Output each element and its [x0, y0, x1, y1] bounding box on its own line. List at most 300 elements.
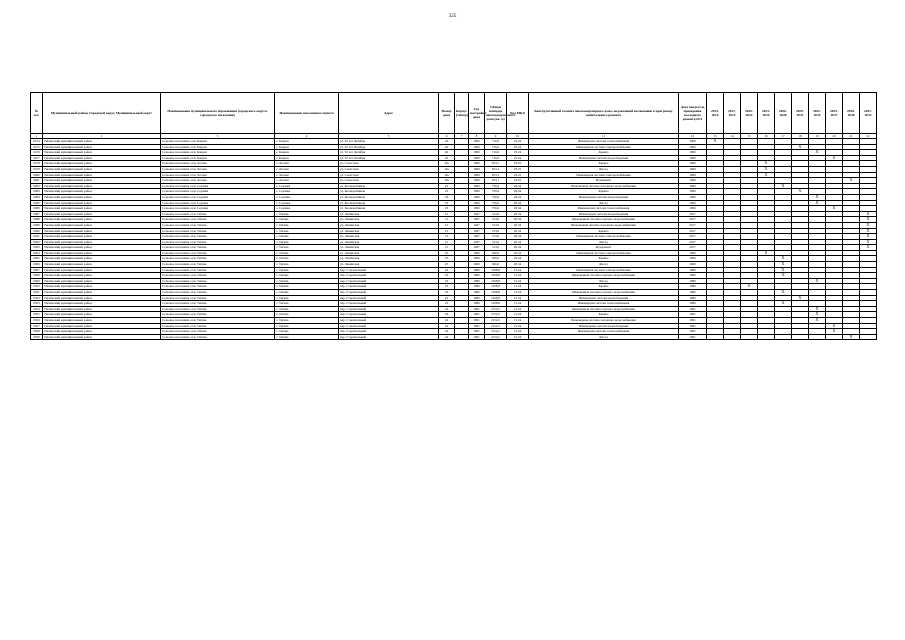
table-cell: ул. Советская: [339, 178, 439, 184]
table-cell: с. Тигиль: [275, 228, 339, 234]
table-cell: 15: [439, 222, 455, 228]
table-cell: Инженерная система теплоснабжения: [529, 329, 679, 335]
table-cell: Сельское поселение село Тигиль: [161, 323, 275, 329]
table-cell: 25.24: [507, 150, 529, 156]
table-cell: 366,0: [485, 256, 507, 262]
table-cell: с. Тигиль: [275, 318, 339, 324]
table-cell: пер. Строительный: [339, 334, 439, 340]
table-cell: 653,1: [485, 161, 507, 167]
table-cell: Крыша: [529, 312, 679, 318]
table-cell: Инженерная система холодного водоснабжения: [529, 222, 679, 228]
table-cell: 29.34: [507, 194, 529, 200]
table-cell: [758, 334, 775, 340]
table-cell: 1991: [469, 323, 485, 329]
table-cell: 653,1: [485, 178, 507, 184]
table-cell: X: [860, 239, 877, 245]
table-cell: 0491: [31, 234, 43, 240]
table-cell: 1986: [469, 273, 485, 279]
table-cell: X: [758, 161, 775, 167]
table-cell: 25: [439, 262, 455, 268]
table-cell: Сельское поселение село Тигиль: [161, 256, 275, 262]
column-header: Год постройки дома: [469, 93, 485, 134]
table-cell: 1969: [679, 262, 707, 268]
table-cell: 15.24: [507, 323, 529, 329]
table-cell: 20.34: [507, 245, 529, 251]
table-cell: с. Седанка: [275, 189, 339, 195]
table-cell: ул. 50 лет Октября: [339, 150, 439, 156]
table-cell: 16а: [439, 161, 455, 167]
table-cell: с. Седанка: [275, 183, 339, 189]
table-cell: с. Седанка: [275, 206, 339, 212]
table-cell: 2154,5: [485, 334, 507, 340]
table-cell: Сельское поселение село Седанка: [161, 189, 275, 195]
table-cell: 1999: [469, 172, 485, 178]
table-cell: 20.34: [507, 211, 529, 217]
table-cell: Тигильский муниципальный район: [43, 284, 161, 290]
table-cell: с. Ковран: [275, 155, 339, 161]
table-cell: с. Тигиль: [275, 290, 339, 296]
column-header: Общая площадь многоквартирного дома (кв. м): [485, 93, 507, 134]
table-cell: Инженерная система электроснабжения: [529, 172, 679, 178]
table-cell: Тигильский муниципальный район: [43, 323, 161, 329]
table-cell: Сельское поселение село Лесная: [161, 172, 275, 178]
table-cell: 1990: [679, 144, 707, 150]
table-cell: Сельское поселение село Тигиль: [161, 318, 275, 324]
column-number: 5: [339, 134, 439, 139]
table-cell: 18.25: [507, 161, 529, 167]
column-number: 10: [507, 134, 529, 139]
table-cell: Тигильский муниципальный район: [43, 278, 161, 284]
table-cell: с. Тигиль: [275, 262, 339, 268]
table-cell: 24: [439, 334, 455, 340]
table-cell: 24: [439, 318, 455, 324]
table-cell: 716,0: [485, 144, 507, 150]
table-cell: Фундамент: [529, 178, 679, 184]
table-cell: 1990: [679, 139, 707, 145]
table-cell: Инженерная система водоотведения: [529, 211, 679, 217]
table-cell: Тигильский муниципальный район: [43, 161, 161, 167]
table-cell: X: [860, 222, 877, 228]
table-cell: 1990: [469, 144, 485, 150]
table-cell: 15: [439, 245, 455, 251]
table-cell: Крыша: [529, 150, 679, 156]
column-number: 16: [758, 134, 775, 139]
table-cell: Тигильский муниципальный район: [43, 194, 161, 200]
table-cell: 1990: [469, 155, 485, 161]
table-cell: 1986: [469, 284, 485, 290]
table-cell: 1947: [469, 228, 485, 234]
table-cell: [860, 334, 877, 340]
column-header: Наименование населенного пункта: [275, 93, 339, 134]
table-cell: 313,0: [485, 211, 507, 217]
table-cell: X: [775, 290, 792, 296]
table-cell: 15: [439, 211, 455, 217]
table-cell: Сельское поселение село Ковран: [161, 155, 275, 161]
table-cell: 0483: [31, 189, 43, 195]
table-cell: Инженерная система холодного водоснабжения: [529, 183, 679, 189]
table-cell: ул. Ленинская: [339, 222, 439, 228]
table-cell: Инженерная система теплоснабжения: [529, 139, 679, 145]
table-cell: Тигильский муниципальный район: [43, 155, 161, 161]
table-cell: 15.24: [507, 295, 529, 301]
table-cell: 653,1: [485, 172, 507, 178]
table-cell: 0502: [31, 295, 43, 301]
table-cell: [741, 334, 758, 340]
table-cell: 1947: [469, 239, 485, 245]
table-cell: 756,6: [485, 200, 507, 206]
table-cell: 1947: [469, 217, 485, 223]
table-cell: 1990: [679, 206, 707, 212]
table-cell: Сельское поселение село Лесная: [161, 178, 275, 184]
table-cell: Инженерная система электроснабжения: [529, 250, 679, 256]
table-cell: 313,0: [485, 245, 507, 251]
table-cell: 1658,8: [485, 278, 507, 284]
table-cell: Фасад: [529, 200, 679, 206]
table-cell: Тигильский муниципальный район: [43, 295, 161, 301]
table-cell: 756,6: [485, 183, 507, 189]
table-cell: Инженерная система водоотведения: [529, 155, 679, 161]
table-cell: 1969: [469, 262, 485, 268]
table-cell: 0506: [31, 318, 43, 324]
table-cell: 1990: [469, 183, 485, 189]
table-cell: пер. Строительный: [339, 323, 439, 329]
table-cell: с. Тигиль: [275, 334, 339, 340]
table-cell: 1991: [679, 323, 707, 329]
table-cell: 15.24: [507, 318, 529, 324]
table-cell: Инженерная система электроснабжения: [529, 144, 679, 150]
table-cell: Сельское поселение село Тигиль: [161, 262, 275, 268]
table-cell: Тигильский муниципальный район: [43, 166, 161, 172]
table-cell: Фасад: [529, 239, 679, 245]
column-header: 2017-2019: [724, 93, 741, 134]
table-cell: ул. Кооперативная: [339, 183, 439, 189]
column-number: 17: [775, 134, 792, 139]
column-number: 3: [161, 134, 275, 139]
table-cell: 29.34: [507, 200, 529, 206]
column-header: Наименование муниципального образования (городского округа, городского поселения): [161, 93, 275, 134]
table-cell: X: [809, 194, 826, 200]
table-cell: X: [809, 312, 826, 318]
table-cell: 15.24: [507, 290, 529, 296]
table-cell: 0488: [31, 217, 43, 223]
table-cell: Сельское поселение село Тигиль: [161, 211, 275, 217]
table-cell: с. Лесная: [275, 161, 339, 167]
table-cell: Сельское поселение село Тигиль: [161, 239, 275, 245]
table-cell: 1991: [679, 312, 707, 318]
table-cell: Тигильский муниципальный район: [43, 150, 161, 156]
table-cell: 2154,5: [485, 312, 507, 318]
table-cell: с. Ковран: [275, 139, 339, 145]
table-cell: X: [792, 295, 809, 301]
table-cell: Сельское поселение село Тигиль: [161, 228, 275, 234]
table-cell: 23: [439, 278, 455, 284]
table-cell: ул. Ленинская: [339, 245, 439, 251]
column-number: 1: [31, 134, 43, 139]
table-cell: X: [775, 301, 792, 307]
table-cell: 1990: [679, 189, 707, 195]
table-cell: 1658,8: [485, 267, 507, 273]
table-cell: пер. Строительный: [339, 318, 439, 324]
table-cell: [707, 334, 724, 340]
column-number: 9: [485, 134, 507, 139]
table-cell: Тигильский муниципальный район: [43, 200, 161, 206]
table-cell: X: [843, 334, 860, 340]
table-cell: 0482: [31, 183, 43, 189]
table-cell: 0476: [31, 150, 43, 156]
table-cell: Инженерная система водоотведения: [529, 194, 679, 200]
table-cell: ул. 50 лет Октября: [339, 139, 439, 145]
table-cell: Тигильский муниципальный район: [43, 172, 161, 178]
table-cell: Тигильский муниципальный район: [43, 267, 161, 273]
table-cell: пер. Строительный: [339, 273, 439, 279]
table-cell: 1986: [679, 267, 707, 273]
table-cell: 23: [439, 206, 455, 212]
table-cell: Тигильский муниципальный район: [43, 245, 161, 251]
table-cell: ул. Советская: [339, 172, 439, 178]
table-cell: 0486: [31, 206, 43, 212]
table-cell: 2017: [679, 234, 707, 240]
table-cell: 15.24: [507, 301, 529, 307]
table-cell: 0477: [31, 155, 43, 161]
table-cell: ул. Ленинская: [339, 211, 439, 217]
table-cell: 0489: [31, 222, 43, 228]
table-cell: Сельское поселение село Седанка: [161, 183, 275, 189]
table-cell: X: [826, 323, 843, 329]
table-cell: Сельское поселение село Седанка: [161, 200, 275, 206]
table-cell: с. Ковран: [275, 144, 339, 150]
table-cell: пер. Строительный: [339, 329, 439, 335]
table-body: [31, 139, 877, 340]
table-cell: 15.24: [507, 273, 529, 279]
column-number: 19: [809, 134, 826, 139]
table-cell: 23: [439, 194, 455, 200]
column-header: Корпус (Литер): [455, 93, 469, 134]
table-cell: 0503: [31, 301, 43, 307]
table-cell: 716,0: [485, 139, 507, 145]
table-cell: 1969: [469, 250, 485, 256]
table-cell: 23: [439, 139, 455, 145]
table-cell: ул. Ленинская: [339, 262, 439, 268]
table-cell: 1991: [469, 334, 485, 340]
column-number: 18: [792, 134, 809, 139]
table-cell: ул. Ленинская: [339, 250, 439, 256]
table-cell: Инженерная система холодного водоснабжения: [529, 318, 679, 324]
table-cell: 15.24: [507, 284, 529, 290]
table-cell: 20.34: [507, 250, 529, 256]
table-cell: Тигильский муниципальный район: [43, 234, 161, 240]
table-cell: 23: [439, 295, 455, 301]
table-cell: 1990: [469, 206, 485, 212]
table-cell: с. Седанка: [275, 194, 339, 200]
table-cell: 16а: [439, 178, 455, 184]
table-cell: 2017: [679, 222, 707, 228]
table-cell: ул. 50 лет Октября: [339, 155, 439, 161]
column-number: 22: [860, 134, 877, 139]
table-cell: 0479: [31, 166, 43, 172]
column-header: 2041-2043: [860, 93, 877, 134]
table-cell: 1990: [679, 200, 707, 206]
table-header: [31, 93, 877, 139]
table-cell: 20.34: [507, 256, 529, 262]
table-cell: 1991: [679, 318, 707, 324]
table-cell: 1990: [469, 194, 485, 200]
table-cell: [724, 334, 741, 340]
table-cell: 24: [439, 306, 455, 312]
table-cell: Сельское поселение село Лесная: [161, 166, 275, 172]
table-cell: 1658,8: [485, 301, 507, 307]
table-cell: с. Тигиль: [275, 217, 339, 223]
table-cell: с. Лесная: [275, 172, 339, 178]
table-cell: 2017: [679, 217, 707, 223]
table-cell: ул. Ленинская: [339, 234, 439, 240]
table-cell: 23: [439, 183, 455, 189]
table-cell: 1658,8: [485, 284, 507, 290]
table-cell: пер. Строительный: [339, 278, 439, 284]
table-cell: X: [775, 267, 792, 273]
table-cell: 313,0: [485, 228, 507, 234]
table-cell: 26: [439, 150, 455, 156]
table-cell: X: [860, 245, 877, 251]
table-cell: Сельское поселение село Тигиль: [161, 250, 275, 256]
table-cell: X: [809, 278, 826, 284]
table-cell: 0494: [31, 250, 43, 256]
table-cell: 1947: [469, 245, 485, 251]
table-cell: 0481: [31, 178, 43, 184]
table-cell: 24: [439, 323, 455, 329]
table-cell: 366,0: [485, 250, 507, 256]
table-cell: 0507: [31, 323, 43, 329]
table-cell: 716,0: [485, 150, 507, 156]
table-cell: ул. 50 лет Октября: [339, 144, 439, 150]
table-cell: 1990: [679, 183, 707, 189]
table-cell: 0492: [31, 239, 43, 245]
column-number: 6: [439, 134, 455, 139]
table-cell: Сельское поселение село Тигиль: [161, 334, 275, 340]
table-cell: с. Тигиль: [275, 267, 339, 273]
column-header: 2035-2037: [826, 93, 843, 134]
table-cell: ул. Кооперативная: [339, 194, 439, 200]
table-cell: [792, 334, 809, 340]
table-cell: Тигильский муниципальный район: [43, 206, 161, 212]
column-header: 2023-2025: [758, 93, 775, 134]
table-cell: 15.24: [507, 329, 529, 335]
table-cell: 18.25: [507, 172, 529, 178]
column-number: 12: [679, 134, 707, 139]
table-cell: [455, 334, 469, 340]
table-cell: Тигильский муниципальный район: [43, 222, 161, 228]
table-cell: 2017: [679, 245, 707, 251]
table-cell: 1999: [679, 178, 707, 184]
table-cell: 20.34: [507, 262, 529, 268]
table-cell: 1947: [469, 234, 485, 240]
table-cell: с. Тигиль: [275, 312, 339, 318]
table-cell: Крыша: [529, 256, 679, 262]
table-cell: Тигильский муниципальный район: [43, 189, 161, 195]
table-cell: 313,0: [485, 234, 507, 240]
table-cell: ул. Ленинская: [339, 217, 439, 223]
table-cell: 0508: [31, 329, 43, 335]
table-cell: 2154,5: [485, 318, 507, 324]
table-cell: с. Тигиль: [275, 301, 339, 307]
table-cell: пер. Строительный: [339, 301, 439, 307]
table-cell: 15: [439, 239, 455, 245]
table-cell: Сельское поселение село Тигиль: [161, 312, 275, 318]
table-cell: 2154,5: [485, 323, 507, 329]
table-cell: 0504: [31, 306, 43, 312]
table-cell: Тигильский муниципальный район: [43, 239, 161, 245]
table-cell: 15.24: [507, 267, 529, 273]
table-cell: Сельское поселение село Тигиль: [161, 273, 275, 279]
table-cell: 20.34: [507, 228, 529, 234]
table-cell: Сельское поселение село Тигиль: [161, 245, 275, 251]
table-cell: 15: [439, 228, 455, 234]
table-cell: Сельское поселение село Тигиль: [161, 222, 275, 228]
table-cell: с. Тигиль: [275, 323, 339, 329]
table-cell: 1990: [679, 155, 707, 161]
table-cell: Сельское поселение село Ковран: [161, 144, 275, 150]
column-number: 7: [455, 134, 469, 139]
table-cell: 653,1: [485, 166, 507, 172]
column-header: Код МКД: [507, 93, 529, 134]
table-cell: 1658,8: [485, 273, 507, 279]
table-cell: с. Лесная: [275, 178, 339, 184]
table-cell: X: [860, 211, 877, 217]
page-number: 325: [448, 14, 457, 19]
table-cell: с. Седанка: [275, 200, 339, 206]
table-cell: Инженерная система горячего водоснабжения: [529, 217, 679, 223]
table-cell: 0500: [31, 284, 43, 290]
table-cell: 1990: [679, 194, 707, 200]
table-cell: 25.24: [507, 139, 529, 145]
table-cell: с. Тигиль: [275, 239, 339, 245]
table-cell: 23: [439, 189, 455, 195]
table-cell: ул. Советская: [339, 161, 439, 167]
table-cell: 1986: [679, 284, 707, 290]
table-cell: 0499: [31, 278, 43, 284]
table-cell: с. Тигиль: [275, 295, 339, 301]
table-cell: ул. Советская: [339, 166, 439, 172]
table-cell: X: [826, 206, 843, 212]
table-cell: X: [758, 166, 775, 172]
table-cell: 0493: [31, 245, 43, 251]
table-row: [31, 334, 877, 340]
table-cell: X: [775, 273, 792, 279]
table-cell: Инженерная система теплоснабжения: [529, 206, 679, 212]
table-cell: Инженерная система горячего водоснабжения: [529, 273, 679, 279]
table-cell: ул. Ленинская: [339, 239, 439, 245]
table-cell: 0487: [31, 211, 43, 217]
table-cell: 756,6: [485, 189, 507, 195]
table-cell: с. Тигиль: [275, 306, 339, 312]
table-cell: X: [792, 144, 809, 150]
table-cell: Сельское поселение село Тигиль: [161, 301, 275, 307]
table-cell: 25: [439, 256, 455, 262]
column-number: 2: [43, 134, 161, 139]
column-number: 14: [724, 134, 741, 139]
table-cell: 15.24: [507, 334, 529, 340]
table-cell: 313,0: [485, 222, 507, 228]
table-cell: пер. Строительный: [339, 284, 439, 290]
table-cell: Сельское поселение село Ковран: [161, 139, 275, 145]
column-number: 8: [469, 134, 485, 139]
column-header: Муниципальный район, Городской округ, Муниципальный округ: [43, 93, 161, 134]
table-cell: 366,0: [485, 262, 507, 268]
table-cell: 0480: [31, 172, 43, 178]
table-cell: Сельское поселение село Тигиль: [161, 278, 275, 284]
table-cell: ул. Кооперативная: [339, 206, 439, 212]
table-cell: 26: [439, 155, 455, 161]
table-cell: X: [758, 250, 775, 256]
